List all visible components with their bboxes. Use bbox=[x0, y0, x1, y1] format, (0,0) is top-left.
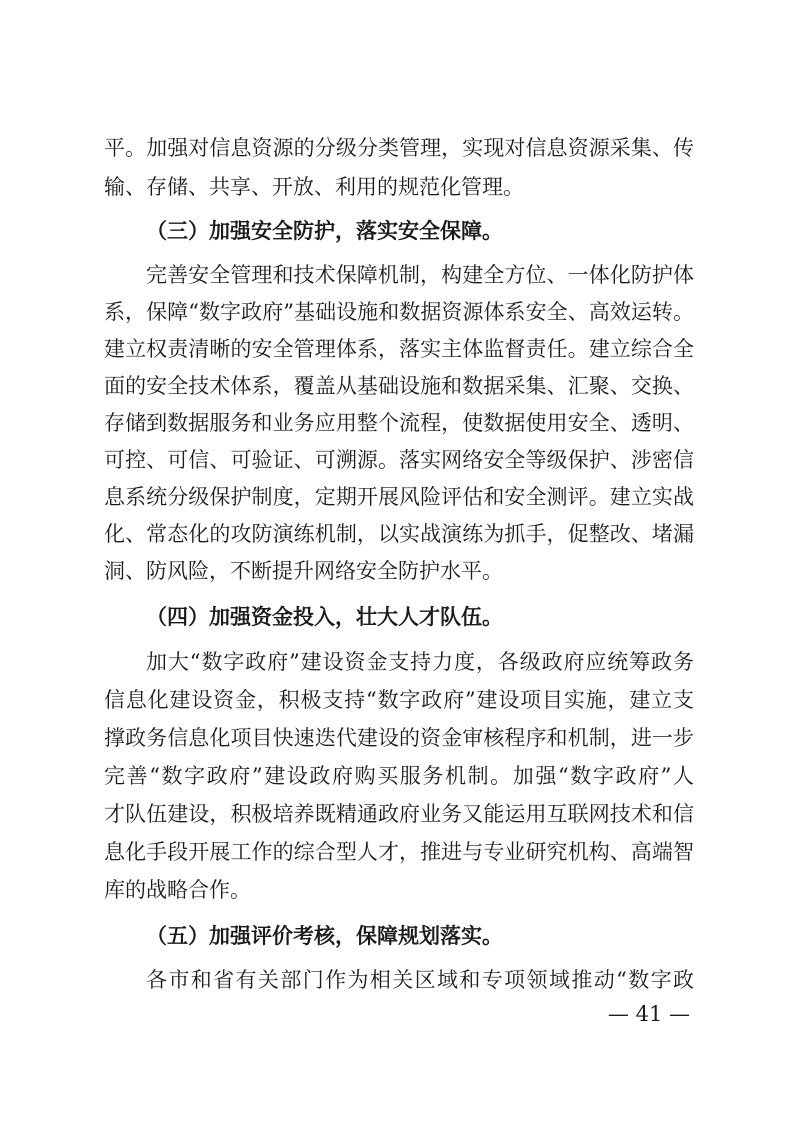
section-heading-3: （三）加强安全防护，落实安全保障。 bbox=[146, 218, 503, 243]
paragraph-line: 洞、防风险，不断提升网络安全防护水平。 bbox=[104, 559, 503, 583]
paragraph-line: 信息化建设资金，积极支持“数字政府”建设项目实施，建立支 bbox=[104, 688, 694, 712]
paragraph-line: 息化手段开展工作的综合型人才，推进与专业研究机构、高端智 bbox=[104, 840, 694, 864]
section-heading-5: （五）加强评价考核，保障规划落实。 bbox=[146, 923, 503, 948]
section-heading-4: （四）加强资金投入，壮大人才队伍。 bbox=[146, 604, 503, 629]
paragraph-line: 完善安全管理和技术保障机制，构建全方位、一体化防护体 bbox=[146, 263, 694, 287]
paragraph-line: 完善“数字政府”建设政府购买服务机制。加强“数字政府”人 bbox=[104, 764, 694, 788]
page-number: — 41 — bbox=[607, 1002, 690, 1026]
paragraph-line: 平。加强对信息资源的分级分类管理，实现对信息资源采集、传 bbox=[104, 136, 694, 160]
paragraph-line: 输、存储、共享、开放、利用的规范化管理。 bbox=[104, 175, 524, 199]
paragraph-line: 系，保障“数字政府”基础设施和数据资源体系安全、高效运转。 bbox=[104, 300, 694, 324]
paragraph-line: 化、常态化的攻防演练机制，以实战演练为抓手，促整改、堵漏 bbox=[104, 522, 694, 546]
paragraph-line: 可控、可信、可验证、可溯源。落实网络安全等级保护、涉密信 bbox=[104, 448, 694, 472]
paragraph-line: 面的安全技术体系，覆盖从基础设施和数据采集、汇聚、交换、 bbox=[104, 374, 694, 398]
paragraph-line: 才队伍建设，积极培养既精通政府业务又能运用互联网技术和信 bbox=[104, 802, 694, 826]
paragraph-line: 各市和省有关部门作为相关区域和专项领域推动“数字政 bbox=[146, 968, 694, 992]
paragraph-line: 撑政务信息化项目快速迭代建设的资金审核程序和机制，进一步 bbox=[104, 726, 694, 750]
paragraph-line: 库的战略合作。 bbox=[104, 878, 251, 902]
paragraph-line: 加大“数字政府”建设资金支持力度，各级政府应统筹政务 bbox=[146, 650, 694, 674]
paragraph-line: 建立权责清晰的安全管理体系，落实主体监督责任。建立综合全 bbox=[104, 337, 694, 361]
paragraph-line: 存储到数据服务和业务应用整个流程，使数据使用安全、透明、 bbox=[104, 411, 694, 435]
paragraph-line: 息系统分级保护制度，定期开展风险评估和安全测评。建立实战 bbox=[104, 485, 694, 509]
